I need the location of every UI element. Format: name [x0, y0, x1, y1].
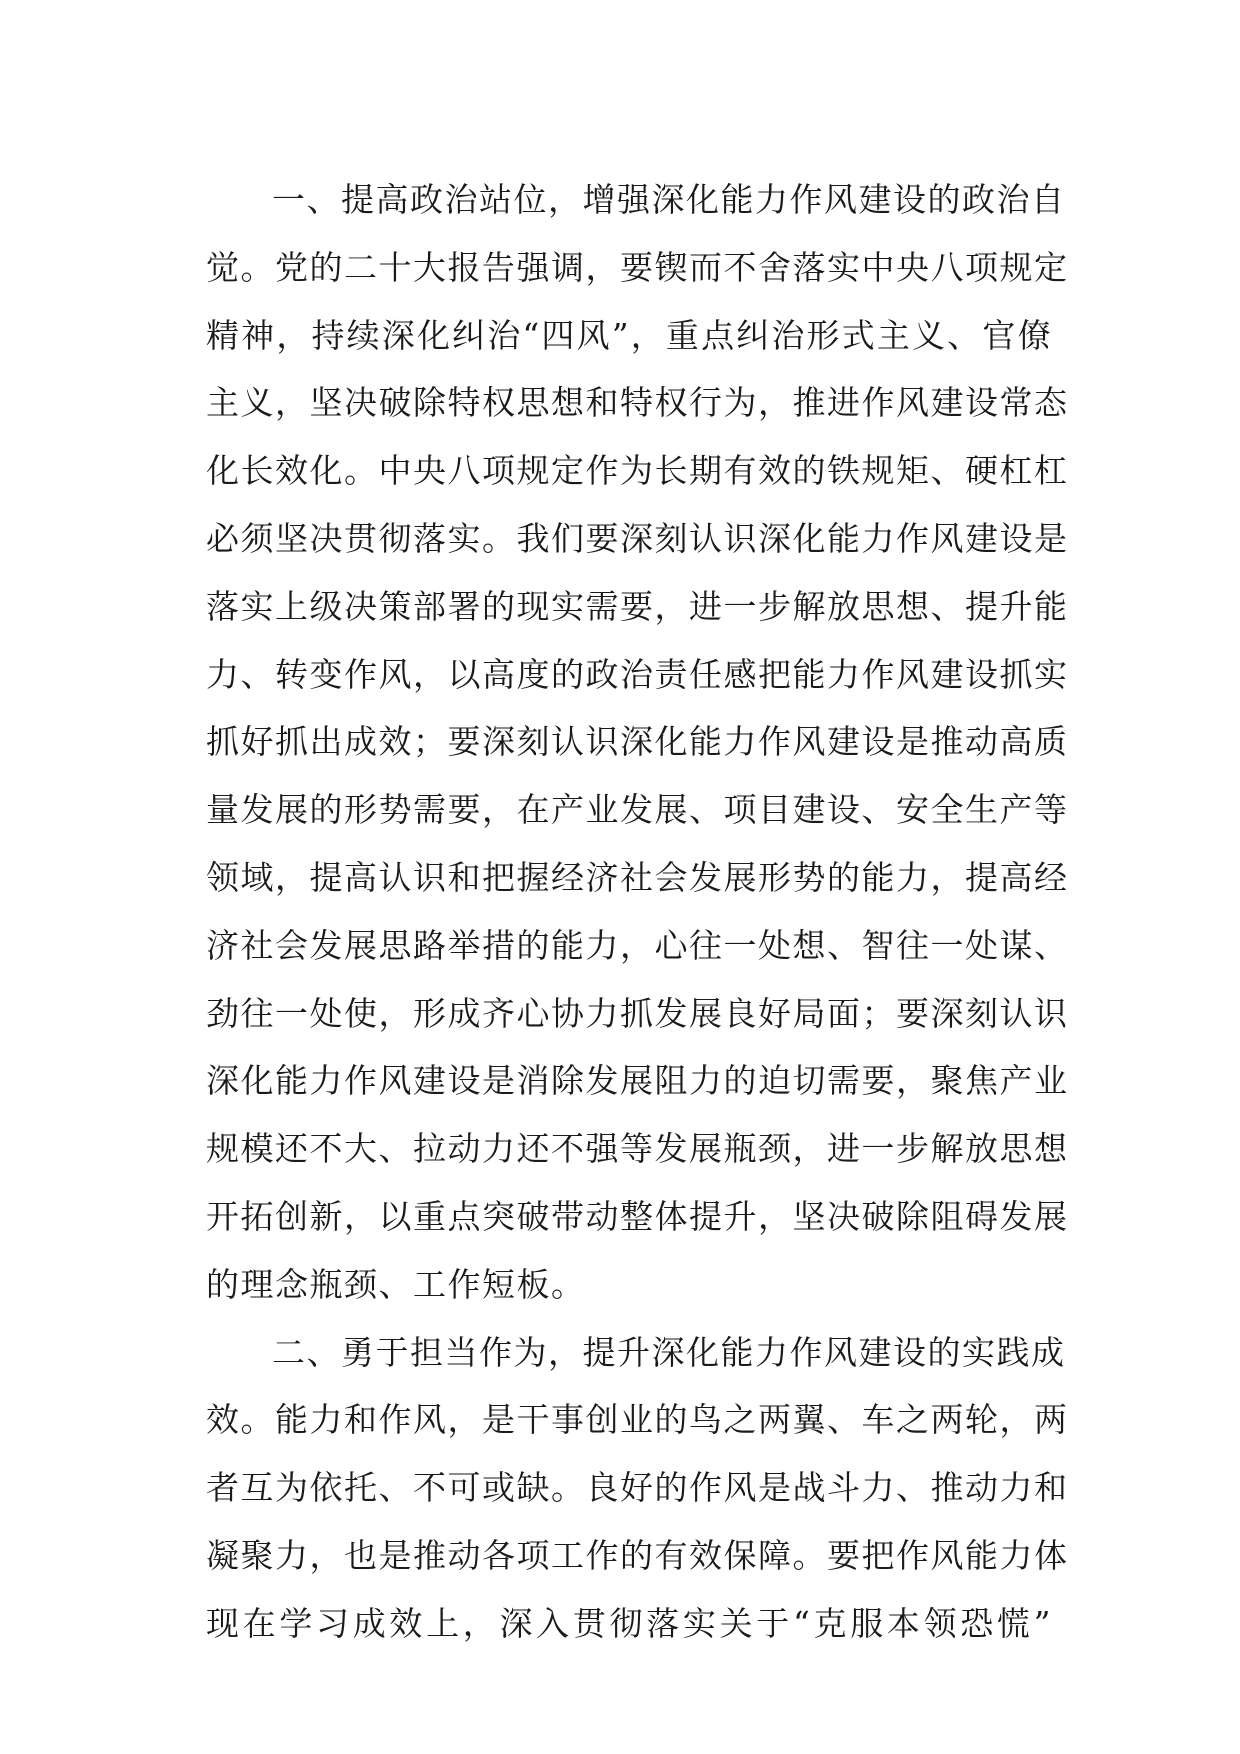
paragraph-line: 落实上级决策部署的现实需要，进一步解放思想、提升能	[206, 586, 1069, 626]
paragraph-line: 劲往一处使，形成齐心协力抓发展良好局面；要深刻认识	[206, 993, 1069, 1033]
paragraph-line: 的理念瓶颈、工作短板。	[206, 1264, 586, 1304]
paragraph-line: 主义，坚决破除特权思想和特权行为，推进作风建设常态	[206, 383, 1069, 423]
paragraph-line: 深化能力作风建设是消除发展阻力的迫切需要，聚焦产业	[206, 1061, 1069, 1101]
paragraph-line: 领域，提高认识和把握经济社会发展形势的能力，提高经	[206, 857, 1069, 897]
paragraph-line: 规模还不大、拉动力还不强等发展瓶颈，进一步解放思想	[206, 1129, 1069, 1169]
paragraph-line: 开拓创新，以重点突破带动整体提升，坚决破除阻碍发展	[206, 1196, 1069, 1236]
document-body	[206, 166, 1069, 1658]
paragraph-1	[206, 166, 1069, 1319]
paragraph-line: 觉。党的二十大报告强调，要锲而不舍落实中央八项规定	[206, 247, 1069, 287]
paragraph-2	[206, 1319, 1069, 1658]
paragraph-line: 抓好抓出成效；要深刻认识深化能力作风建设是推动高质	[206, 722, 1069, 762]
paragraph-line: 者互为依托、不可或缺。良好的作风是战斗力、推动力和	[206, 1468, 1069, 1508]
paragraph-line: 量发展的形势需要，在产业发展、项目建设、安全生产等	[206, 790, 1069, 830]
paragraph-line: 精神，持续深化纠治“四风”，重点纠治形式主义、官僚	[206, 315, 1052, 355]
paragraph-line: 二、勇于担当作为，提升深化能力作风建设的实践成	[272, 1332, 1066, 1372]
paragraph-line: 一、提高政治站位，增强深化能力作风建设的政治自	[272, 180, 1066, 219]
paragraph-line: 效。能力和作风，是干事创业的鸟之两翼、车之两轮，两	[206, 1400, 1069, 1440]
paragraph-line: 化长效化。中央八项规定作为长期有效的铁规矩、硬杠杠	[206, 451, 1069, 491]
paragraph-line: 现在学习成效上，深入贯彻落实关于“克服本领恐慌”	[206, 1603, 1052, 1643]
paragraph-line: 济社会发展思路举措的能力，心往一处想、智往一处谋、	[206, 925, 1069, 965]
paragraph-line: 凝聚力，也是推动各项工作的有效保障。要把作风能力体	[206, 1535, 1069, 1575]
paragraph-line: 力、转变作风，以高度的政治责任感把能力作风建设抓实	[206, 654, 1069, 694]
paragraph-line: 必须坚决贯彻落实。我们要深刻认识深化能力作风建设是	[206, 518, 1069, 558]
